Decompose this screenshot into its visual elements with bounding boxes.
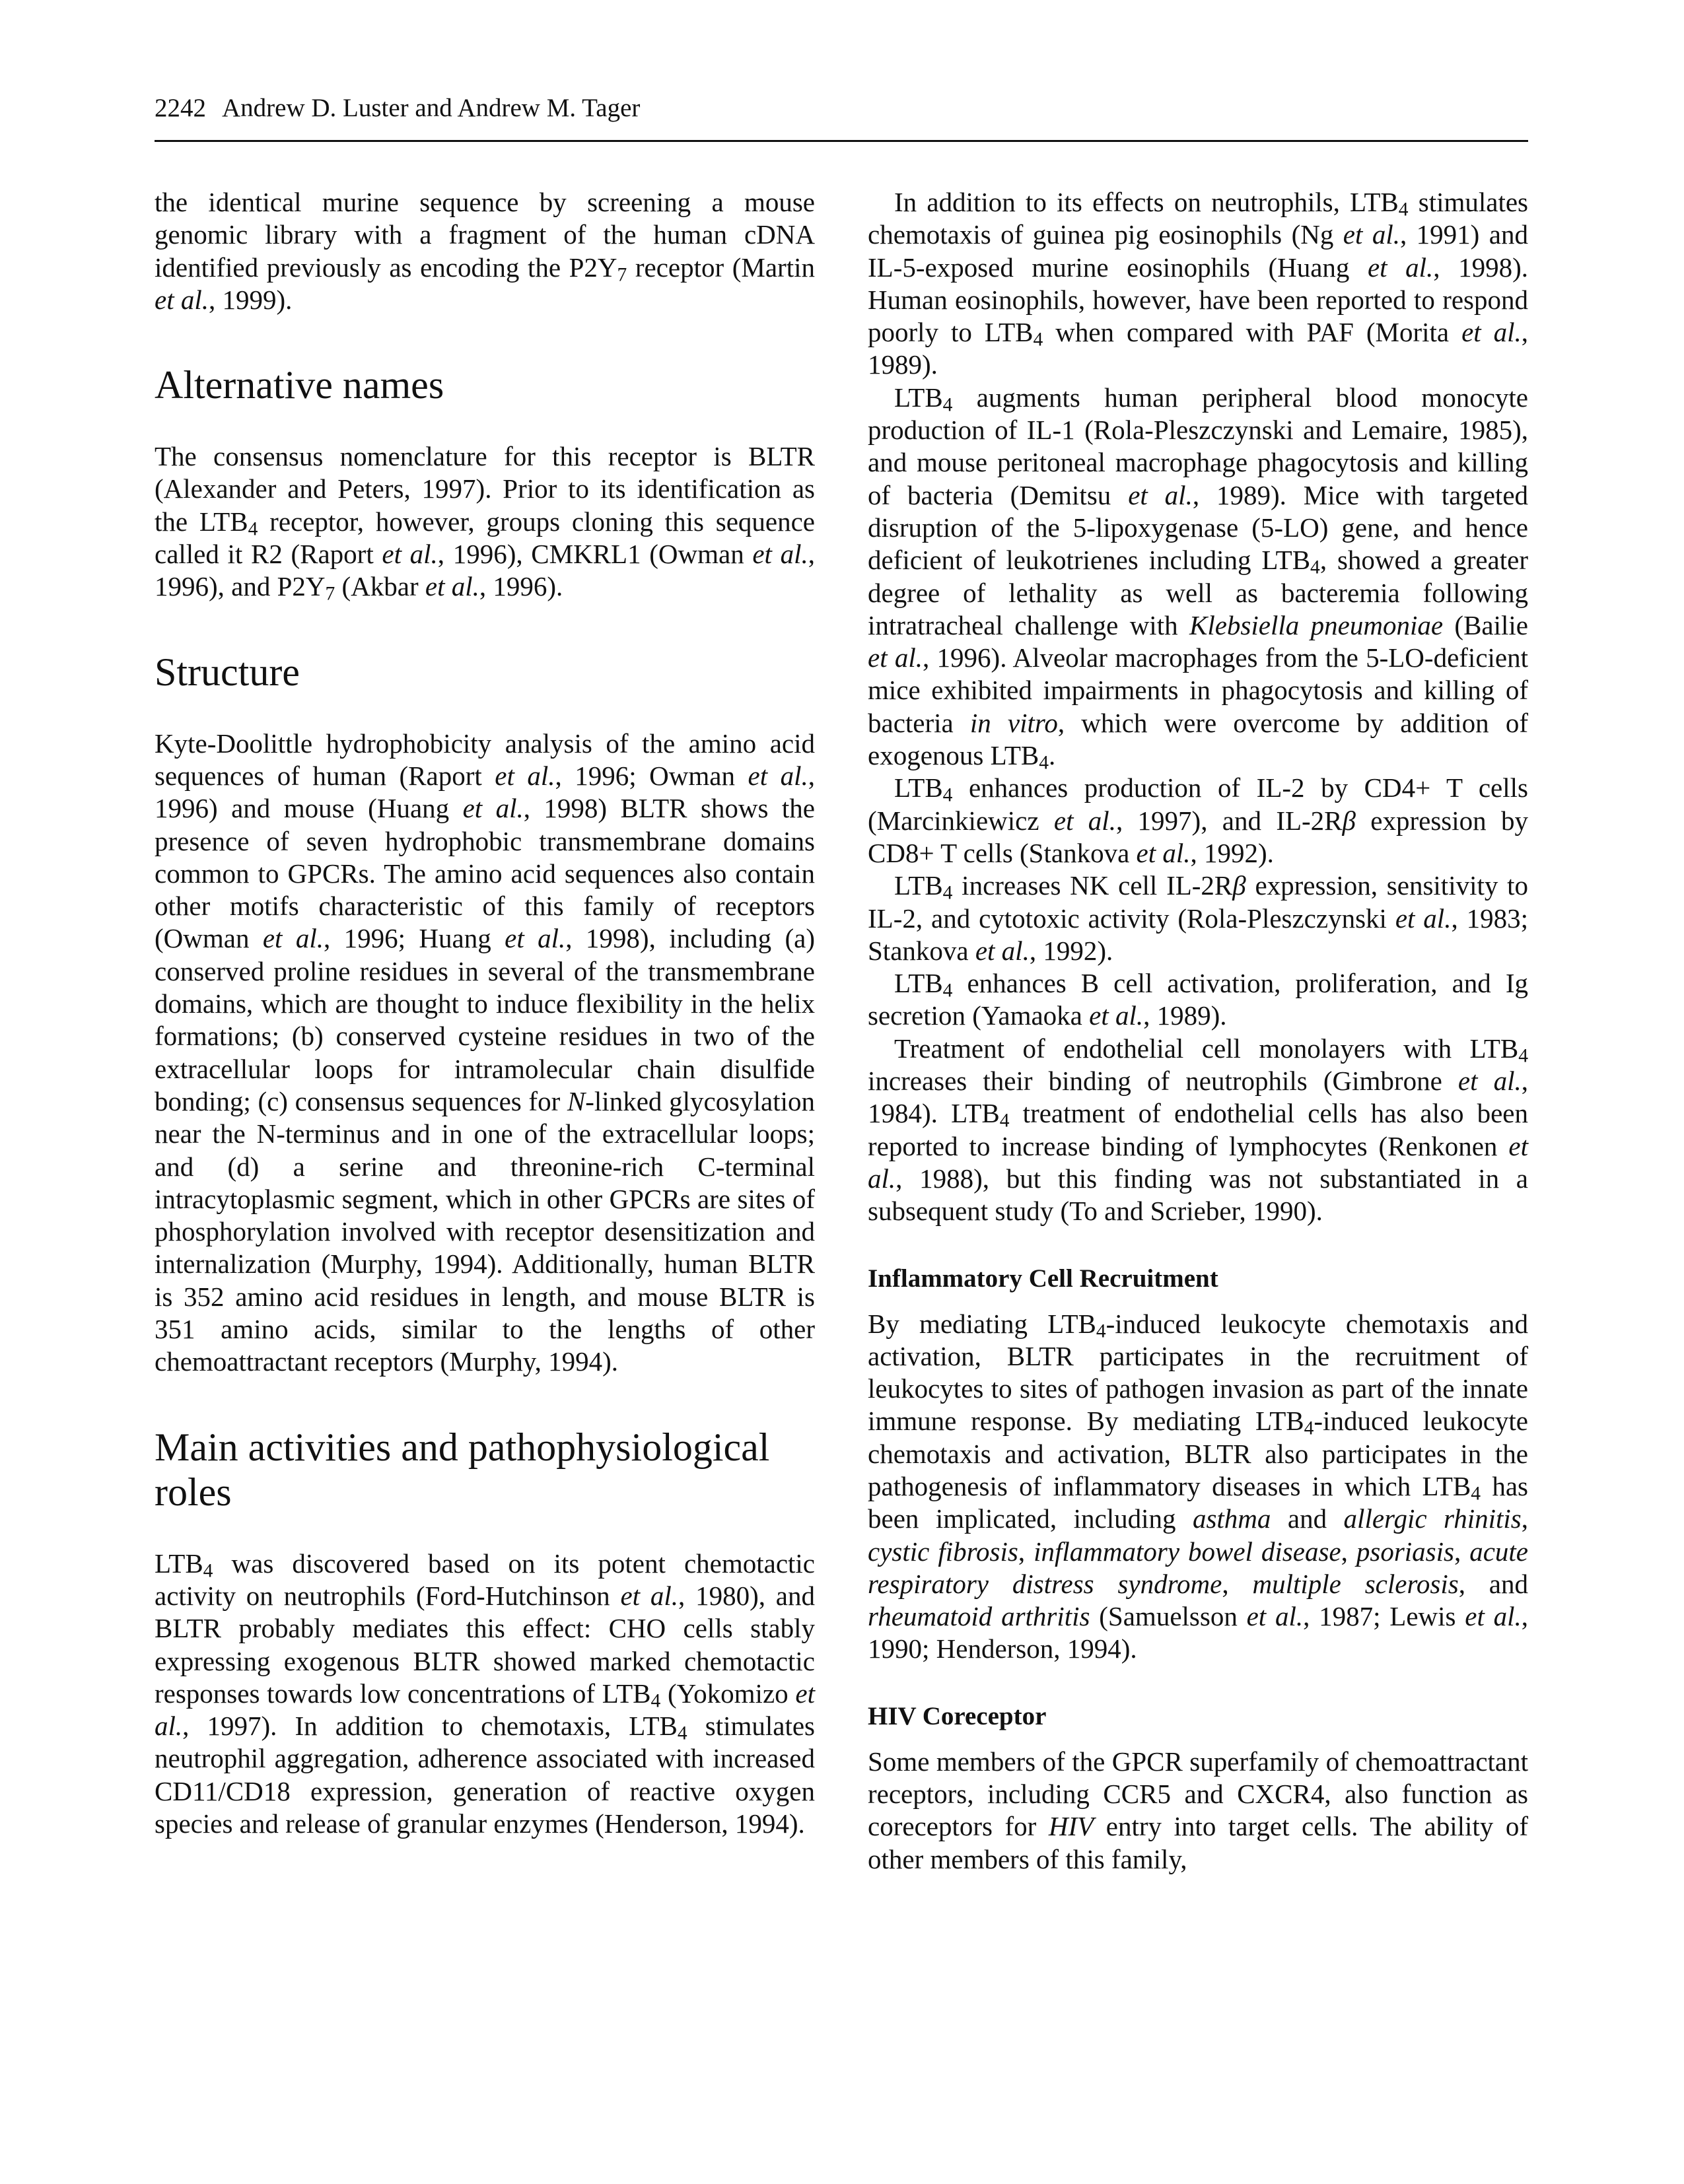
left_column-paragraph: Kyte-Doolittle hydrophobicity analysis of the amino acid sequences of human (Raport et al., 1996; Owman et al., 1996) and mouse (Huang et al., 1998) BLTR shows the presence of seven hydrophobic transmembrane domains common to GPCRs. The amino acid sequences also contain other motifs characteristic of this family of receptors (Owman et al., 1996; Huang et al., 1998), including (a) conserved proline residues in several of the transmembrane domains, which are thought to induce flexibility in the helix formations; (b) conserved cysteine residues in two of the extracellular loops for intramolecular chain disulfide bonding; (c) consensus sequences for N-linked glycosylation near the N-terminus and in one of the extracellular loops; and (d) a serine and threonine-rich C-terminal intracytoplasmic segment, which in other GPCRs are sites of phosphorylation involved with receptor desensitization and internalization (Murphy, 1994). Additionally, human BLTR is 352 amino acid residues in length, and mouse BLTR is 351 amino acids, similar to the lengths of other chemoattractant receptors (Murphy, 1994). [155,728,816,1377]
right_column-paragraph: $LTB_4$ augments human peripheral blood monocyte production of IL-1 (Rola-Pleszczynski and Lemaire, 1985), and mouse peritoneal macrophage phagocytosis and killing of bacteria (Demitsu et al., 1989). Mice with targeted disruption of the 5-lipoxygenase (5-LO) gene, and hence deficient of leukotrienes including $LTB_4$, showed a greater degree of lethality as well as bacteremia following intratracheal challenge with Klebsiella pneumoniae (Bailie et al., 1996). Alveolar macrophages from the 5-LO-deficient mice exhibited impairments in phagocytosis and killing of bacteria in vitro, which were overcome by addition of exogenous $LTB_4$. [868,382,1529,774]
left_column-paragraph: the identical murine sequence by screening a mouse genomic library with a fragment of the human cDNA identified previously as encoding the $P2Y_7$ receptor (Martin et al., 1999). [155,187,815,315]
section-heading-main-activities-and-pathophysiological-roles: Main activities and pathophysiological roles [155,1425,770,1514]
right_column-paragraph: $LTB_4$ increases NK cell IL-2Rβ expression, sensitivity to IL-2, and cytotoxic activity (Rola-Pleszczynski et al., 1983; Stankova et al., 1992). [868,870,1529,966]
left-column [155,186,815,1840]
subsection-heading-hiv-coreceptor: HIV Coreceptor [868,1701,1047,1730]
section-heading-structure: Structure [155,650,300,694]
running-header [155,88,1528,128]
right_column-paragraph: Some members of the GPCR superfamily of chemoattractant receptors, including CCR5 and CXCR4, also function as coreceptors for HIV entry into target cells. The ability of other members of this family, [868,1746,1528,1874]
section-heading-alternative-names: Alternative names [155,363,444,407]
left_column-paragraph: $LTB_4$ was discovered based on its potent chemotactic activity on neutrophils (Ford-Hutchinson et al., 1980), and BLTR probably mediates this effect: CHO cells stably expressing exogenous BLTR showed marked chemotactic responses towards low concentrations of $LTB_4$ (Yokomizo et al., 1997). In addition to chemotaxis, $LTB_4$ stimulates neutrophil aggregation, adherence associated with increased CD11/CD18 expression, generation of reactive oxygen species and release of granular enzymes (Henderson, 1994). [155,1548,816,1839]
right-column [868,186,1528,1876]
header-rule [155,140,1528,142]
right_column-paragraph: $LTB_4$ enhances B cell activation, proliferation, and Ig secretion (Yamaoka et al., 1989). [868,968,1528,1031]
left_column-paragraph: The consensus nomenclature for this receptor is BLTR (Alexander and Peters, 1997). Prior to its identification as the $LTB_4$ receptor, however, groups cloning this sequence called it R2 (Raport et al., 1996), CMKRL1 (Owman et al., 1996), and $P2Y_7$ (Akbar et al., 1996). [155,441,816,605]
right_column-paragraph: Treatment of endothelial cell monolayers with $LTB_4$ increases their binding of neutrophils (Gimbrone et al., 1984). $LTB_4$ treatment of endothelial cells has also been reported to increase binding of lymphocytes (Renkonen et al., 1988), but this finding was not substantiated in a subsequent study (To and Scrieber, 1990). [868,1033,1528,1227]
right_column-paragraph: By mediating $LTB_4$-induced leukocyte chemotaxis and activation, BLTR participates in the recruitment of leukocytes to sites of pathogen invasion as part of the innate immune response. By mediating $LTB_4$-induced leukocyte chemotaxis and activation, BLTR also participates in the pathogenesis of inflammatory diseases in which $LTB_4$ has been implicated, including asthma and allergic rhinitis, cystic fibrosis, inflammatory bowel disease, psoriasis, acute respiratory distress syndrome, multiple sclerosis, and rheumatoid arthritis (Samuelsson et al., 1987; Lewis et al., 1990; Henderson, 1994). [868,1308,1529,1664]
page-number: 2242 [155,94,206,122]
running-header-authors: Andrew D. Luster and Andrew M. Tager [222,94,641,122]
subsection-heading-inflammatory-cell-recruitment: Inflammatory Cell Recruitment [868,1264,1218,1293]
right_column-paragraph: In addition to its effects on neutrophils, $LTB_4$ stimulates chemotaxis of guinea pig eosinophils (Ng et al., 1991) and IL-5-exposed murine eosinophils (Huang et al., 1998). Human eosinophils, however, have been reported to respond poorly to $LTB_4$ when compared with PAF (Morita et al., 1989). [868,187,1529,380]
right_column-paragraph: $LTB_4$ enhances production of IL-2 by CD4+ T cells (Marcinkiewicz et al., 1997), and IL-2Rβ expression by CD8+ T cells (Stankova et al., 1992). [868,772,1528,868]
